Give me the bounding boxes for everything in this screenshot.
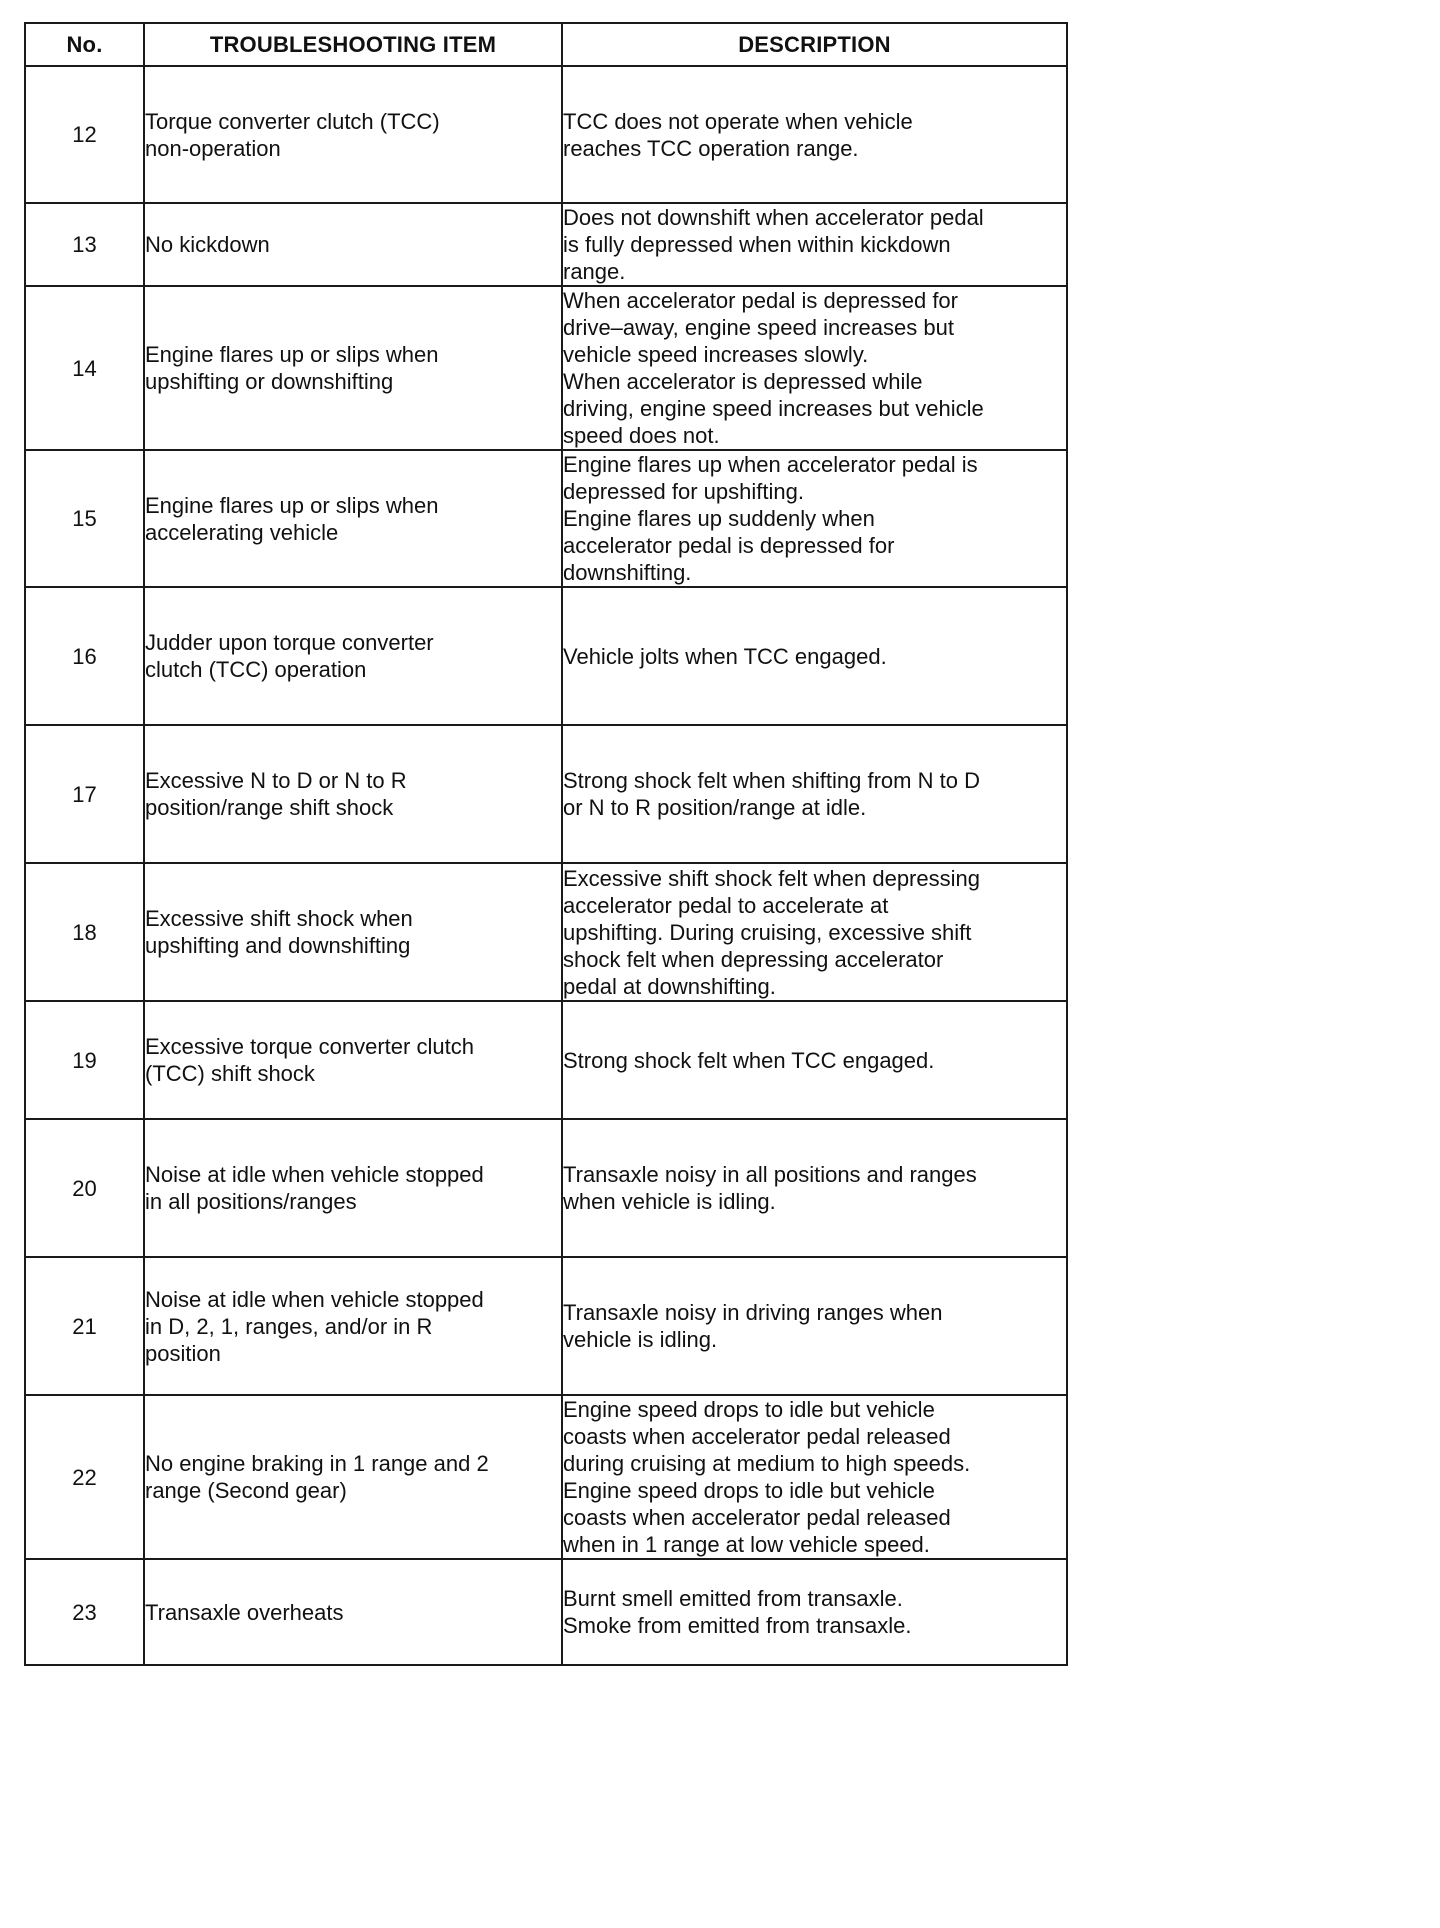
row-number: 13 xyxy=(25,203,144,286)
description-cell xyxy=(562,203,1067,286)
description-text: Transaxle noisy in all positions and ranges xyxy=(563,1162,977,1187)
description-cell xyxy=(562,66,1067,203)
description-text: is fully depressed when within kickdown xyxy=(563,232,951,257)
description-text: downshifting. xyxy=(563,560,692,585)
row-number: 22 xyxy=(25,1395,144,1559)
row-number: 12 xyxy=(25,66,144,203)
header-row xyxy=(25,23,1067,66)
row-number: 23 xyxy=(25,1559,144,1665)
troubleshooting-item-text: position/range shift shock xyxy=(145,795,394,820)
table-row xyxy=(25,450,1067,587)
description-text: Engine speed drops to idle but vehicle xyxy=(563,1478,935,1503)
description-text: when in 1 range at low vehicle speed. xyxy=(563,1532,930,1557)
row-number: 21 xyxy=(25,1257,144,1395)
description-text: when vehicle is idling. xyxy=(563,1189,776,1214)
description-cell xyxy=(562,863,1067,1001)
description-text: Engine speed drops to idle but vehicle xyxy=(563,1397,935,1422)
troubleshooting-item-cell xyxy=(144,587,562,725)
row-number: 20 xyxy=(25,1119,144,1257)
troubleshooting-item-text: upshifting or downshifting xyxy=(145,369,394,394)
troubleshooting-item-cell xyxy=(144,1559,562,1665)
row-number: 19 xyxy=(25,1001,144,1119)
table-row xyxy=(25,1001,1067,1119)
table-row xyxy=(25,1257,1067,1395)
description-text: depressed for upshifting. xyxy=(563,479,804,504)
description-text: Excessive shift shock felt when depressing xyxy=(563,865,980,891)
table-row xyxy=(25,863,1067,1001)
troubleshooting-sheet xyxy=(24,22,1066,1666)
troubleshooting-item-cell xyxy=(144,450,562,587)
description-text: range. xyxy=(563,259,626,284)
description-text: accelerator pedal is depressed for xyxy=(563,533,895,558)
troubleshooting-item-text: upshifting and downshifting xyxy=(145,933,411,958)
troubleshooting-item-text: (TCC) shift shock xyxy=(145,1061,315,1086)
troubleshooting-item-text: in D, 2, 1, ranges, and/or in R xyxy=(145,1313,433,1339)
description-text: speed does not. xyxy=(563,423,720,448)
troubleshooting-item-text: range (Second gear) xyxy=(145,1478,347,1503)
description-text: Does not downshift when accelerator pedal xyxy=(563,205,984,230)
description-text: coasts when accelerator pedal released xyxy=(563,1505,951,1530)
description-text: Strong shock felt when TCC engaged. xyxy=(563,1047,935,1073)
troubleshooting-item-text: Noise at idle when vehicle stopped xyxy=(145,1162,484,1187)
troubleshooting-item-text: No engine braking in 1 range and 2 xyxy=(145,1451,489,1476)
description-text: pedal at downshifting. xyxy=(563,973,776,999)
troubleshooting-item-cell xyxy=(144,1119,562,1257)
description-cell xyxy=(562,1395,1067,1559)
description-cell xyxy=(562,450,1067,587)
description-text: Transaxle noisy in driving ranges when xyxy=(563,1300,943,1325)
table-row xyxy=(25,587,1067,725)
troubleshooting-item-text: Excessive shift shock when xyxy=(145,906,413,931)
description-text: When accelerator is depressed while xyxy=(563,369,923,394)
table-row xyxy=(25,725,1067,863)
troubleshooting-item-cell xyxy=(144,203,562,286)
row-number: 16 xyxy=(25,587,144,725)
description-text: vehicle is idling. xyxy=(563,1327,718,1352)
description-text: driving, engine speed increases but vehicle xyxy=(563,396,984,421)
troubleshooting-item-text: in all positions/ranges xyxy=(145,1189,357,1214)
troubleshooting-item-cell xyxy=(144,286,562,450)
description-text: Engine flares up suddenly when xyxy=(563,506,875,531)
description-cell xyxy=(562,1001,1067,1119)
description-text: upshifting. During cruising, excessive shift xyxy=(563,919,972,945)
troubleshooting-item-text: Engine flares up or slips when xyxy=(145,492,439,518)
row-number: 14 xyxy=(25,286,144,450)
column-header-no: No. xyxy=(25,23,144,66)
table-row xyxy=(25,203,1067,286)
description-cell xyxy=(562,1257,1067,1395)
troubleshooting-item-text: Noise at idle when vehicle stopped xyxy=(145,1286,484,1312)
description-text: coasts when accelerator pedal released xyxy=(563,1424,951,1449)
description-cell xyxy=(562,1119,1067,1257)
column-header-description: DESCRIPTION xyxy=(562,23,1067,66)
description-text: shock felt when depressing accelerator xyxy=(563,946,944,972)
troubleshooting-item-cell xyxy=(144,66,562,203)
troubleshooting-item-text: No kickdown xyxy=(145,232,270,257)
table-row xyxy=(25,286,1067,450)
column-header-troubleshooting-item: TROUBLESHOOTING ITEM xyxy=(144,23,562,66)
table-row xyxy=(25,66,1067,203)
troubleshooting-item-cell xyxy=(144,1395,562,1559)
description-cell xyxy=(562,286,1067,450)
row-number: 18 xyxy=(25,863,144,1001)
troubleshooting-item-text: Torque converter clutch (TCC) xyxy=(145,108,440,134)
description-cell xyxy=(562,587,1067,725)
troubleshooting-item-text: Excessive torque converter clutch xyxy=(145,1034,474,1059)
troubleshooting-item-text: non-operation xyxy=(145,135,281,161)
description-text: Burnt smell emitted from transaxle. xyxy=(563,1586,903,1611)
table-body xyxy=(25,66,1067,1665)
troubleshooting-item-text: Judder upon torque converter xyxy=(145,630,434,655)
troubleshooting-table xyxy=(24,22,1068,1666)
description-text: vehicle speed increases slowly. xyxy=(563,342,869,367)
row-number: 15 xyxy=(25,450,144,587)
troubleshooting-item-text: position xyxy=(145,1340,221,1366)
description-text: When accelerator pedal is depressed for xyxy=(563,288,958,313)
description-text: drive–away, engine speed increases but xyxy=(563,315,954,340)
description-text: reaches TCC operation range. xyxy=(563,135,859,161)
table-row xyxy=(25,1395,1067,1559)
troubleshooting-item-text: clutch (TCC) operation xyxy=(145,657,367,682)
troubleshooting-item-cell xyxy=(144,1257,562,1395)
description-text: TCC does not operate when vehicle xyxy=(563,108,913,134)
row-number: 17 xyxy=(25,725,144,863)
table-row xyxy=(25,1119,1067,1257)
description-text: Vehicle jolts when TCC engaged. xyxy=(563,643,887,669)
troubleshooting-item-cell xyxy=(144,1001,562,1119)
troubleshooting-item-cell xyxy=(144,725,562,863)
troubleshooting-item-text: Engine flares up or slips when xyxy=(145,342,439,367)
troubleshooting-item-text: Transaxle overheats xyxy=(145,1599,344,1625)
description-cell xyxy=(562,725,1067,863)
description-text: Smoke from emitted from transaxle. xyxy=(563,1613,912,1638)
troubleshooting-item-text: Excessive N to D or N to R xyxy=(145,768,407,793)
table-row xyxy=(25,1559,1067,1665)
troubleshooting-item-text: accelerating vehicle xyxy=(145,519,339,545)
description-text: Strong shock felt when shifting from N to D xyxy=(563,768,980,793)
troubleshooting-item-cell xyxy=(144,863,562,1001)
description-text: during cruising at medium to high speeds. xyxy=(563,1451,971,1476)
description-cell xyxy=(562,1559,1067,1665)
description-text: accelerator pedal to accelerate at xyxy=(563,892,889,918)
description-text: Engine flares up when accelerator pedal is xyxy=(563,452,978,477)
description-text: or N to R position/range at idle. xyxy=(563,795,867,820)
